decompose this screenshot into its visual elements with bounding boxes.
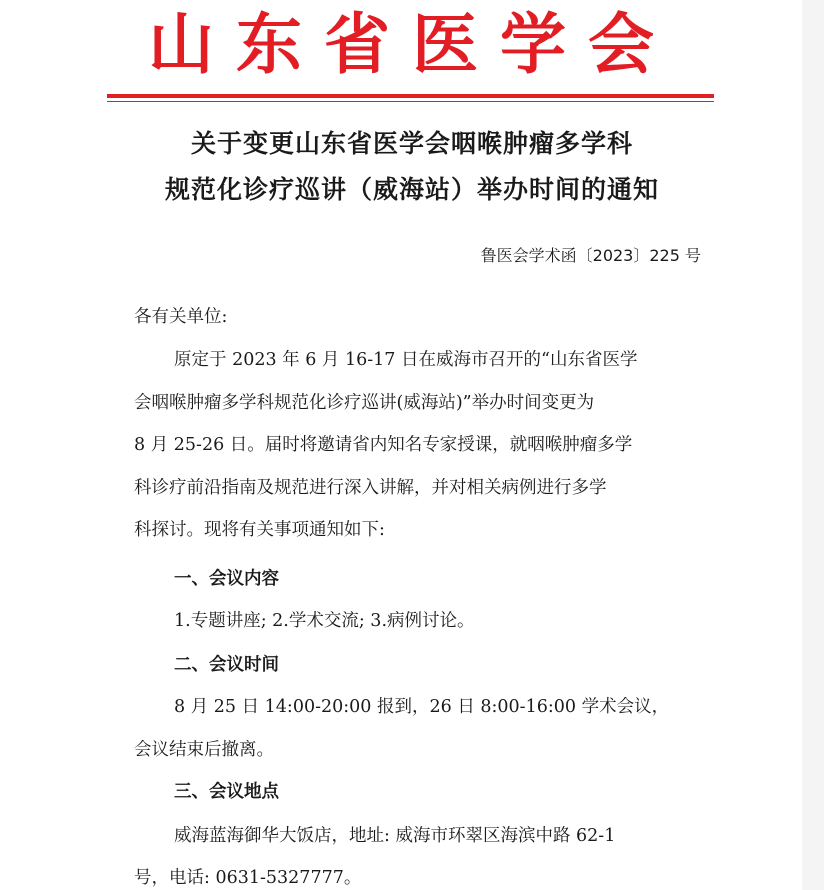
intro-line: 原定于 2023 年 6 月 16-17 日在威海市召开的“山东省医学 (174, 350, 638, 370)
intro-line: 科探讨。现将有关事项通知如下: (134, 520, 385, 540)
notice-title-line-2: 规范化诊疗巡讲（威海站）举办时间的通知 (164, 175, 659, 204)
section-heading-location: 三、会议地点 (174, 782, 279, 802)
salutation: 各有关单位: (134, 307, 228, 327)
intro-line: 8 月 25-26 日。届时将邀请省内知名专家授课，就咽喉肿瘤多学 (134, 435, 633, 455)
section-line: 1.专题讲座; 2.学术交流; 3.病例讨论。 (174, 611, 475, 631)
letterhead-rule-thin (107, 101, 714, 102)
section-line: 号，电话: 0631-5327777。 (134, 868, 362, 888)
section-line: 威海蓝海御华大饭店，地址: 威海市环翠区海滨中路 62-1 (174, 826, 616, 846)
intro-line: 科诊疗前沿指南及规范进行深入讲解，并对相关病例进行多学 (134, 478, 607, 498)
section-heading-content: 一、会议内容 (174, 569, 279, 589)
notice-title-line-1: 关于变更山东省医学会咽喉肿瘤多学科 (190, 129, 633, 158)
section-line: 8 月 25 日 14:00-20:00 报到，26 日 8:00-16:00 学术会议， (174, 697, 670, 717)
section-heading-time: 二、会议时间 (174, 655, 279, 675)
letterhead-org-name: 山东省医学会 (148, 5, 676, 83)
document-number: 鲁医会学术函〔2023〕225 号 (480, 246, 701, 265)
intro-line: 会咽喉肿瘤多学科规范化诊疗巡讲(威海站)”举办时间变更为 (134, 393, 595, 413)
letterhead-rule-thick (107, 94, 714, 98)
section-line: 会议结束后撤离。 (134, 740, 274, 760)
